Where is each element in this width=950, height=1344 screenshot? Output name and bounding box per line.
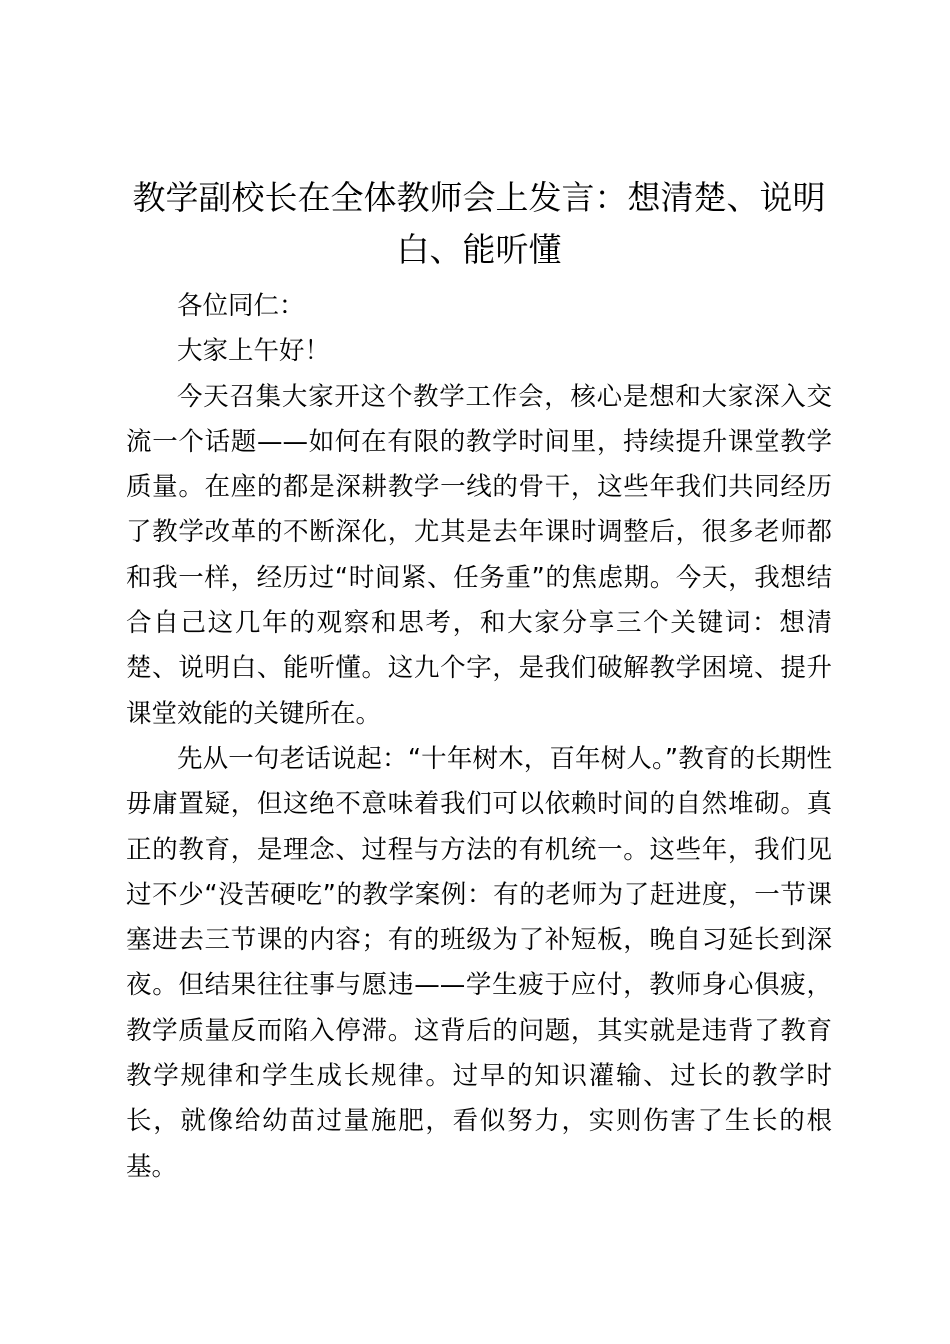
paragraph-greeting: 大家上午好！ [177, 336, 331, 367]
document-page [126, 172, 832, 1190]
paragraph-salutation: 各位同仁： [177, 291, 305, 321]
document-title: 教学副校长在全体教师会上发言：想清楚、说明白、能听懂 [132, 178, 826, 269]
paragraph-body: 先从一句老话说起：“十年树木，百年树人。”教育的长期性毋庸置疑，但这绝不意味着我们可以依赖时间的自然堆砌。真正的教育，是理念、过程与方法的有机统一。这些年，我们见过不少“没苦硬吃”的教学案例：有的老师为了赶进度，一节课塞进去三节课的内容；有的班级为了补短板，晚自习延长到深夜。但结果往往事与愿违——学生疲于应付，教师身心俱疲，教学质量反而陷入停滞。这背后的问题，其实就是违背了教育教学规律和学生成长规律。过早的知识灌输、过长的教学时长，就像给幼苗过量施肥，看似努力，实则伤害了生长的根基。 [126, 743, 832, 1182]
paragraph-intro: 今天召集大家开这个教学工作会，核心是想和大家深入交流一个话题——如何在有限的教学时间里，持续提升课堂教学质量。在座的都是深耕教学一线的骨干，这些年我们共同经历了教学改革的不断深化，尤其是去年课时调整后，很多老师都和我一样，经历过“时间紧、任务重”的焦虑期。今天，我想结合自己这几年的观察和思考，和大家分享三个关键词：想清楚、说明白、能听懂。这九个字，是我们破解教学困境、提升课堂效能的关键所在。 [126, 381, 832, 729]
